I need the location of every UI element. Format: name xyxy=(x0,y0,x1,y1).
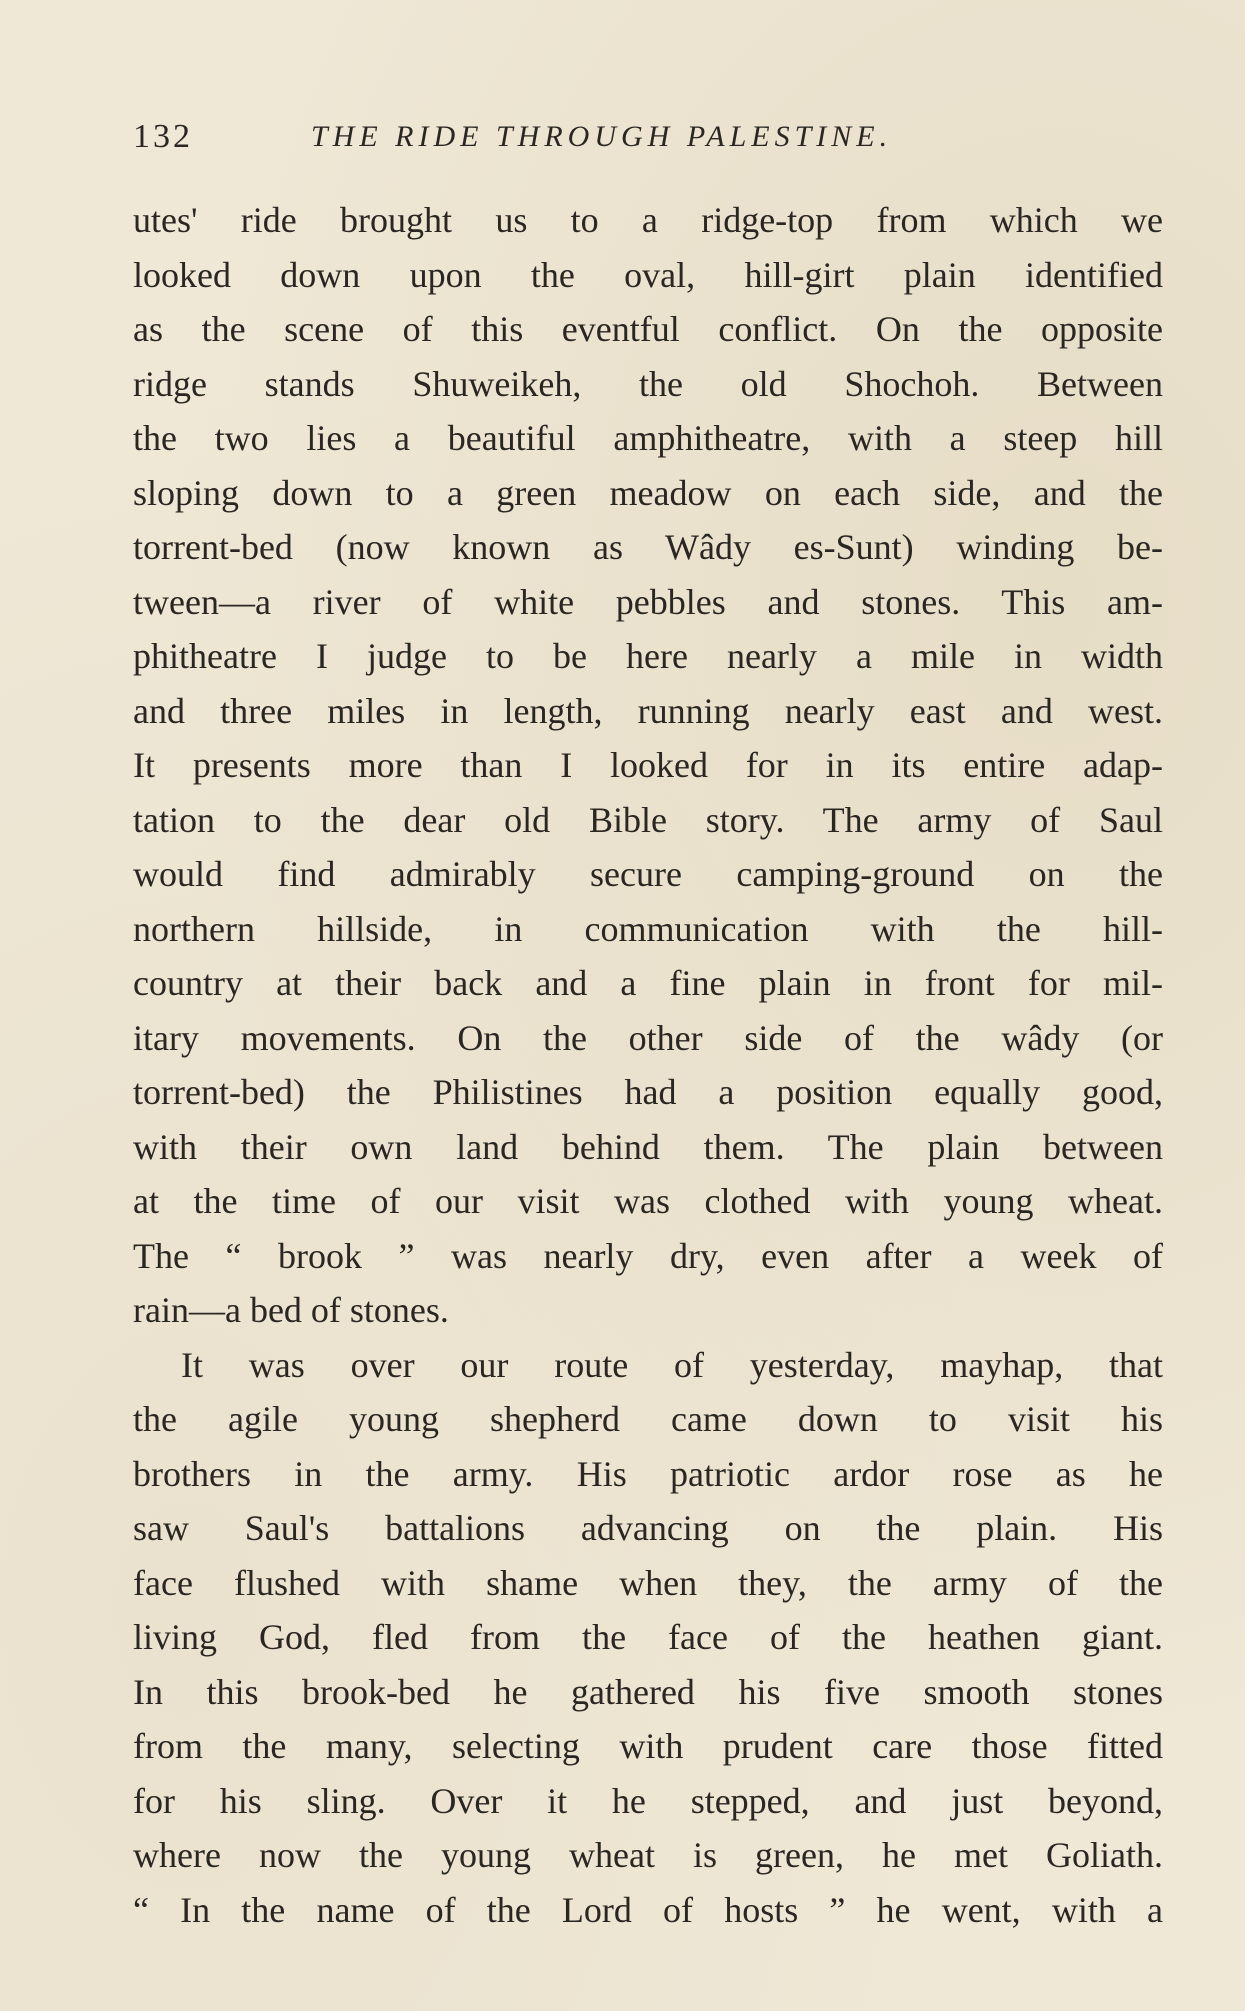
text-line: phitheatre I judge to be here nearly a mile in width xyxy=(133,636,1163,676)
text-line: tween—a river of white pebbles and stones. This am- xyxy=(133,581,1163,622)
text-line: country at their back and a fine plain in front for mil- xyxy=(133,963,1163,1003)
running-title: THE RIDE THROUGH PALESTINE. xyxy=(311,120,893,153)
text-line: sloping down to a green meadow on each side, and the xyxy=(133,472,1163,513)
text-line: as the scene of this eventful conflict. On the opposite xyxy=(133,309,1163,349)
text-line: living God, fled from the face of the heathen giant. xyxy=(133,1617,1163,1657)
page-header xyxy=(133,112,1133,162)
text-line: from the many, selecting with prudent care those fitted xyxy=(133,1726,1163,1766)
text-line: the agile young shepherd came down to visit his xyxy=(133,1399,1163,1439)
text-line: The “ brook ” was nearly dry, even after a week of xyxy=(133,1235,1163,1276)
text-line: face flushed with shame when they, the army of the xyxy=(133,1562,1163,1603)
text-line: utes' ride brought us to a ridge-top from which we xyxy=(133,200,1163,240)
text-line: the two lies a beautiful amphitheatre, with a steep hill xyxy=(133,418,1163,458)
text-line: torrent-bed) the Philistines had a position equally good, xyxy=(133,1072,1163,1112)
text-line: at the time of our visit was clothed with young wheat. xyxy=(133,1181,1163,1221)
page-number: 132 xyxy=(133,118,193,155)
text-line: torrent-bed (now known as Wâdy es-Sunt) winding be- xyxy=(133,527,1163,567)
paragraph-end-line: rain—a bed of stones. xyxy=(133,1290,449,1330)
text-line: “ In the name of the Lord of hosts ” he went, with a xyxy=(133,1889,1163,1930)
text-line: tation to the dear old Bible story. The army of Saul xyxy=(133,799,1163,840)
text-line: ridge stands Shuweikeh, the old Shochoh. Between xyxy=(133,363,1163,404)
text-line: In this brook-bed he gathered his five smooth stones xyxy=(133,1671,1163,1712)
body-text xyxy=(133,193,1163,1937)
text-line: where now the young wheat is green, he met Goliath. xyxy=(133,1835,1163,1875)
text-line: for his sling. Over it he stepped, and just beyond, xyxy=(133,1780,1163,1821)
text-line: with their own land behind them. The plain between xyxy=(133,1126,1163,1167)
text-line: It presents more than I looked for in its entire adap- xyxy=(133,745,1163,785)
text-line: northern hillside, in communication with the hill- xyxy=(133,908,1163,949)
text-line: and three miles in length, running nearly east and west. xyxy=(133,690,1163,731)
paragraph-start-line: It was over our route of yesterday, mayhap, that xyxy=(181,1344,1163,1385)
text-line: looked down upon the oval, hill-girt plain identified xyxy=(133,254,1163,295)
text-line: brothers in the army. His patriotic ardor rose as he xyxy=(133,1453,1163,1494)
text-line: saw Saul's battalions advancing on the plain. His xyxy=(133,1508,1163,1548)
text-line: itary movements. On the other side of the wâdy (or xyxy=(133,1017,1163,1058)
text-line: would find admirably secure camping-ground on the xyxy=(133,854,1163,894)
